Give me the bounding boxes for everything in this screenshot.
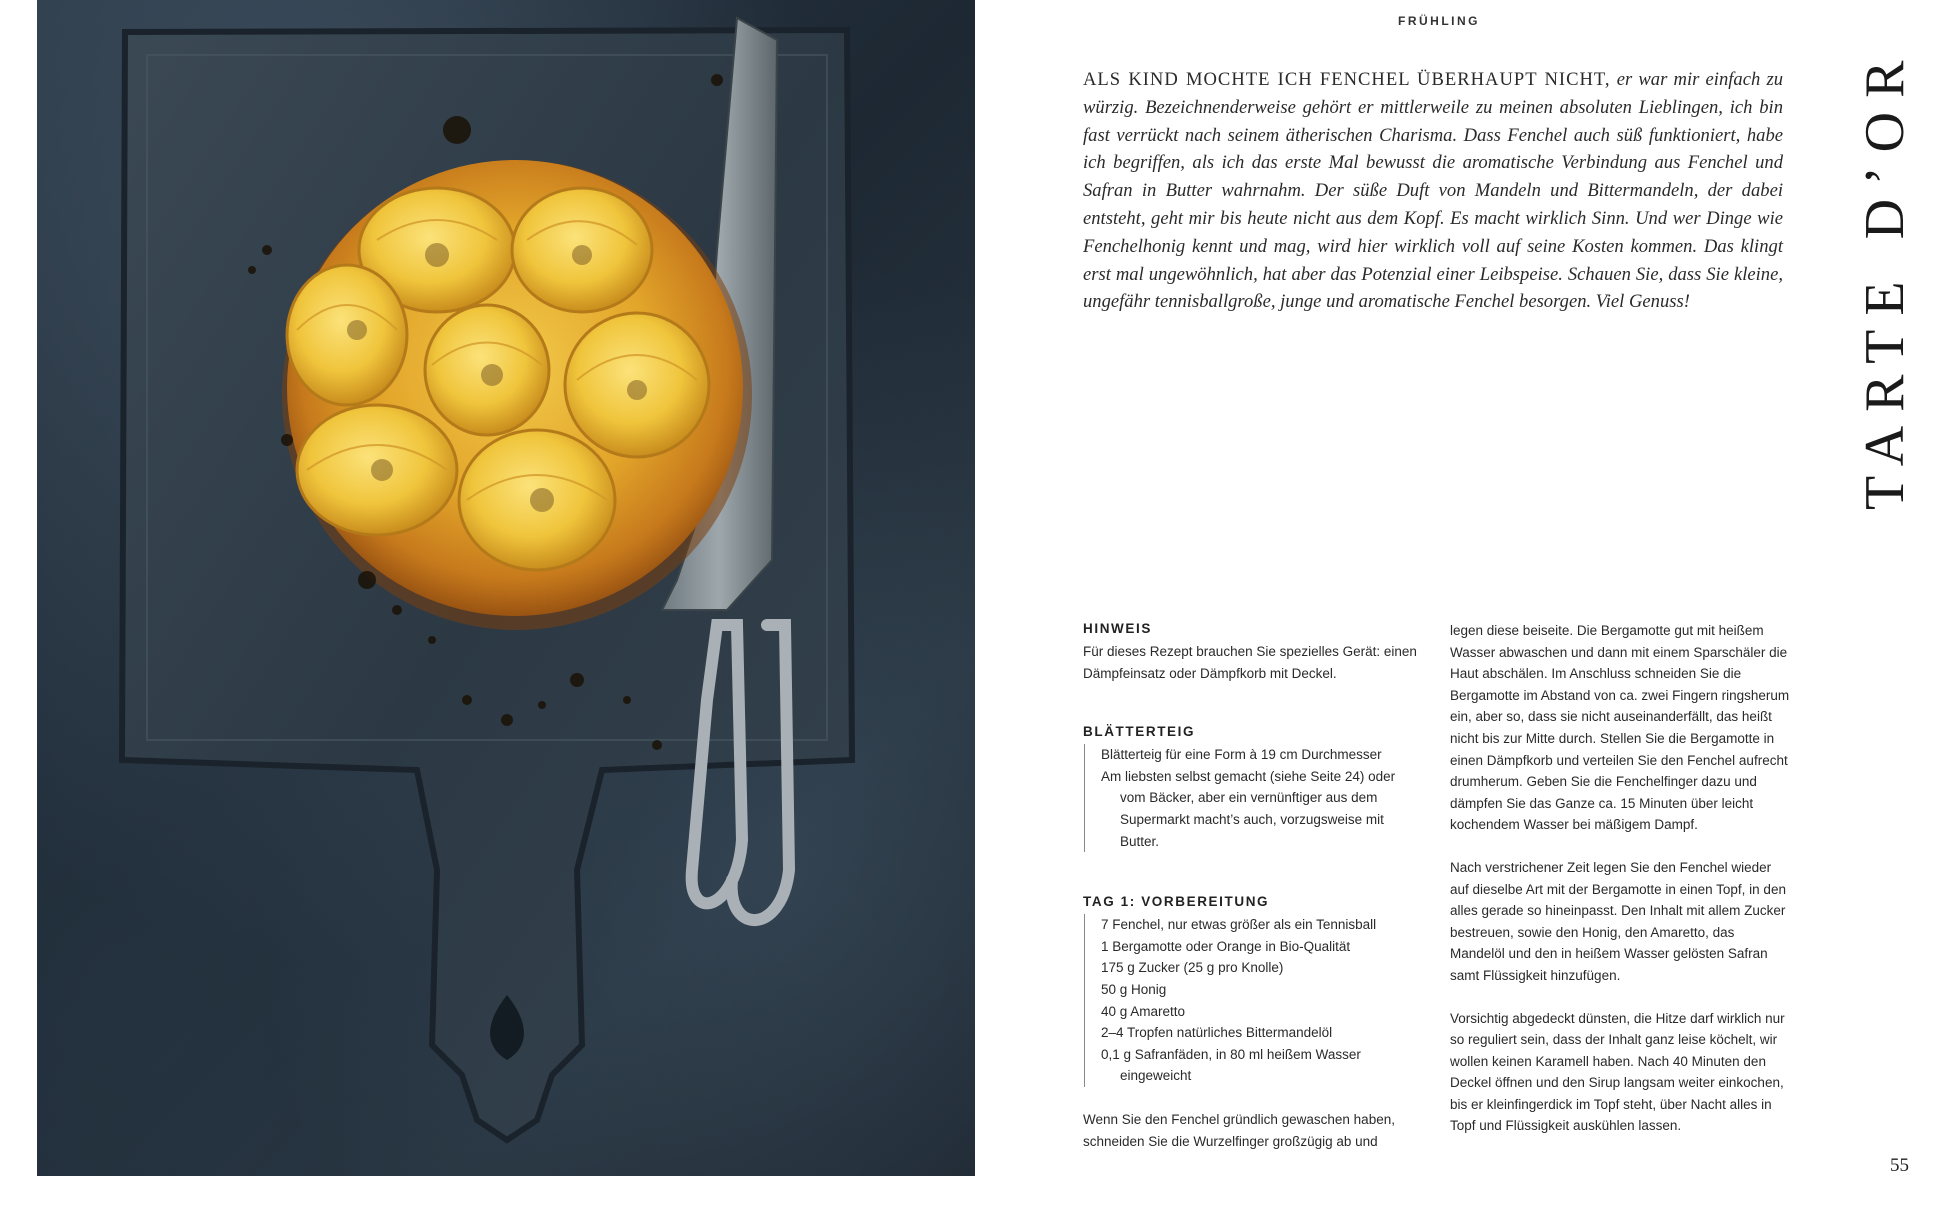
blaetterteig-block	[1083, 723, 1423, 852]
ingredient-item: 50 g Honig	[1101, 981, 1167, 997]
intro-text: er war mir einfach zu würzig. Bezeichnenderweise gehört er mittlerweile zu meinen absoluten Lieblingen, ich bin fast verrückt nach seinem ätherischen Charisma. Dass Fenchel auch süß funktioniert, habe ich begriffen, als ich das erste Mal bewusst die aromatische Verbindung aus Fenchel und Safran in Butter wahrnahm. Der süße Duft von Mandeln und Bittermandeln, der dabei entsteht, geht mir bis heute nicht aus dem Kopf. Es macht wirklich Sinn. Und wer Dinge wie Fenchelhonig kennt und mag, wird hier wirklich voll auf seine Kosten kommen. Das klingt erst mal ungewöhnlich, hat aber das Potenzial einer Leibspeise. Schauen Sie, dass Sie kleine, ungefähr tennisballgroße, junge und aromatische Fenchel besorgen. Viel Genuss!	[1083, 69, 1783, 313]
ingredient-item: Blätterteig für eine Form à 19 cm Durchmesser	[1101, 747, 1382, 763]
ingredient-item: 2–4 Tropfen natürliches Bittermandelöl	[1101, 1025, 1333, 1041]
hinweis-block	[1083, 620, 1423, 684]
tarte-photo-illustration	[37, 0, 975, 1176]
blaetterteig-ingredients	[1084, 744, 1423, 852]
ingredient-item: 1 Bergamotte oder Orange in Bio-Qualität	[1101, 938, 1351, 954]
ingredient-item: Am liebsten selbst gemacht (siehe Seite 24) oder vom Bäcker, aber ein vernünftiger aus dem Supermarkt macht’s auch, vorzugsweise mit Butter.	[1101, 768, 1396, 849]
ingredient-item: 0,1 g Safranfäden, in 80 ml heißem Wasser eingeweicht	[1101, 1046, 1361, 1084]
page-number: 55	[1890, 1155, 1909, 1176]
recipe-column-right	[1450, 620, 1790, 1137]
hinweis-heading: HINWEIS	[1083, 621, 1152, 636]
intro-lead: ALS KIND MOCHTE ICH FENCHEL ÜBERHAUPT NICHT,	[1083, 69, 1611, 90]
food-photo	[37, 0, 975, 1176]
tag1-ingredients	[1084, 914, 1423, 1087]
ingredient-item: 175 g Zucker (25 g pro Knolle)	[1101, 960, 1284, 976]
method-paragraph-2: Nach verstrichener Zeit legen Sie den Fenchel wieder auf dieselbe Art mit der Bergamotte in einen Topf, in den alles gerade so hineinpasst. Den Inhalt mit allem Zucker bestreuen, sowie den Honig, den Amaretto, das Mandelöl und den in heißem Wasser gelösten Safran samt Flüssigkeit hinzufügen.	[1450, 859, 1786, 983]
intro-paragraph	[1083, 66, 1783, 316]
tag1-block	[1083, 893, 1423, 1152]
tag1-text: Wenn Sie den Fenchel gründlich gewaschen haben, schneiden Sie die Wurzelfinger großzügig ab und	[1083, 1111, 1395, 1149]
ingredient-item: 40 g Amaretto	[1101, 1003, 1186, 1019]
section-label: FRÜHLING	[1398, 14, 1480, 28]
recipe-title: TARTE D’OR	[1854, 46, 1916, 510]
ingredient-item: 7 Fenchel, nur etwas größer als ein Tennisball	[1101, 917, 1377, 933]
hinweis-text: Für dieses Rezept brauchen Sie spezielles Gerät: einen Dämpfeinsatz oder Dämpfkorb mit Deckel.	[1083, 644, 1417, 681]
method-paragraph-1: legen diese beiseite. Die Bergamotte gut mit heißem Wasser abwaschen und dann mit einem Sparschäler die Haut abschälen. Im Anschluss schneiden Sie die Bergamotte im Abstand von ca. zwei Fingern ringsherum ein, aber so, dass sie nicht auseinanderfällt, das heißt nicht bis zur Mitte durch. Stellen Sie die Bergamotte in einen Dämpfkorb und verteilen Sie den Fenchel aufrecht drumherum. Geben Sie die Fenchelfinger dazu und dämpfen Sie das Ganze ca. 15 Minuten über leicht kochendem Wasser bei mäßigem Dampf.	[1450, 623, 1790, 833]
method-paragraph-3: Vorsichtig abgedeckt dünsten, die Hitze darf wirklich nur so reguliert sein, dass der Inhalt ganz leise köchelt, wir wollen keinen Karamell haben. Nach 40 Minuten den Deckel öffnen und den Sirup langsam weiter einkochen, bis er kleinfingerdick im Topf steht, über Nacht alles in Topf und Flüssigkeit auskühlen lassen.	[1450, 1010, 1785, 1134]
recipe-column-left	[1083, 620, 1423, 1152]
tag1-heading: TAG 1: VORBEREITUNG	[1083, 894, 1270, 910]
blaetterteig-heading: BLÄTTERTEIG	[1083, 724, 1196, 740]
